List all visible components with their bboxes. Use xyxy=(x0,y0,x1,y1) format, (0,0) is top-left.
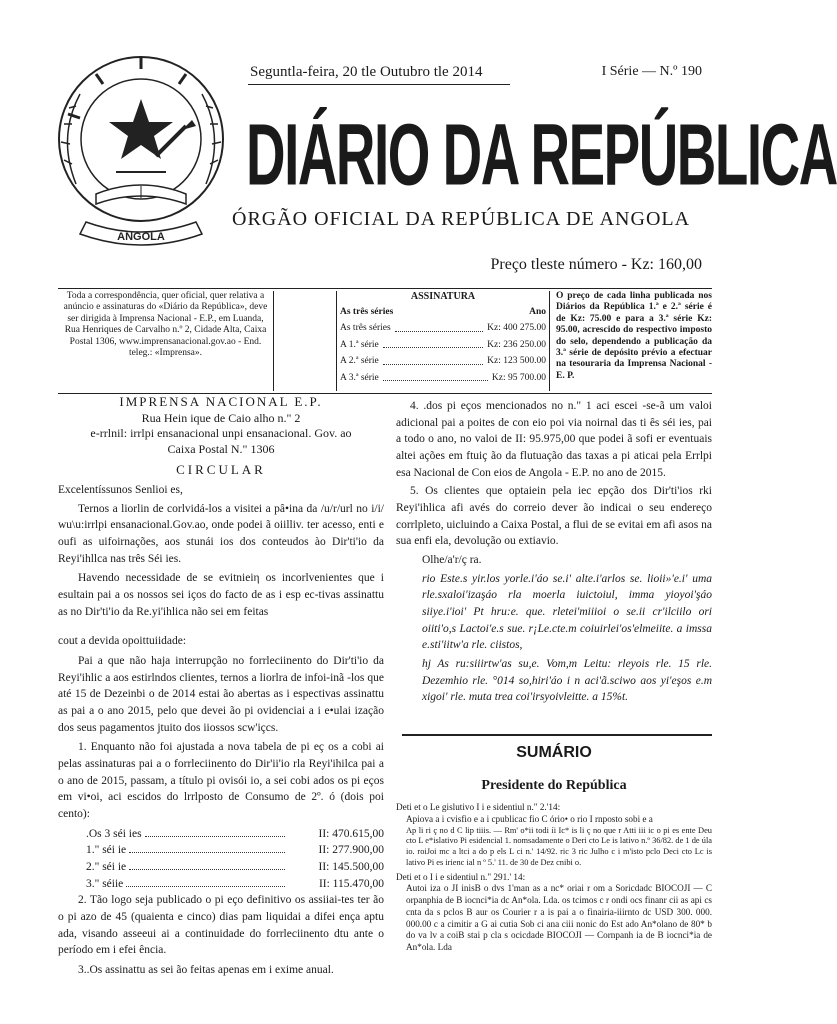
paragraph: 1. Enquanto não foi ajustada a nova tabela de pi eç os a cobi ai pelas assinaturas pai a o forrleciinento do Dir'ii'io rla Reyi'ihilca pai a o ano de 2015, passam, a título pi ovisói io, a sei cobi ados os pi eços em vi•oi, aci escidos do lrrlposto de Consumo de 2º. ó (dois poi cento): xyxy=(58,741,384,821)
summary-divider xyxy=(402,734,712,736)
correspondence-notice: Toda a correspondência, quer oficial, quer relativa a anúncio e assinaturas do «Diário da República», deve ser dirigida à Imprensa Nacional - E.P., em Luanda, Rua Henriques de Carvalho n.º 2, Cidade Alta, Caixa Postal 1306, www.imprensanacional.gov.ao - End. teleg.: «Imprensa». xyxy=(58,291,274,391)
subscription-row-label: A 3.ª série xyxy=(340,372,379,383)
circular-body-right xyxy=(396,398,712,708)
summary-heading: SUMÁRIO xyxy=(516,744,592,761)
italic-note: rio Este.s yir.los yorle.i'áo se.i' alte.i'arlos se. lioii»'e.i' uma rle.sxaloi'izaşáo rla moerla iuictoiul, imma yioyoi'şáo siiye.i'ioi' Pt hru:e. que. rletei'miiioi o se.ii cr'ilciilo ori oiiti'o,s Lactoi'e.s sue. r¡Le.cte.m coiuirlei'os'elmeiite. a imssa e.sti'iitw'a rle. ciistos, xyxy=(422,572,712,652)
line-price-notice: O preço de cada linha publicada nos Diários da República 1.ª e 2.ª série é de Kz: 75.00 e para a 3.ª série Kz: 95.00, acrescido do respectivo imposto do selo, dependendo a publicação da 3.ª série de depósito prévio a efectuar na tesouraria da Imprensa Nacional - E. P. xyxy=(556,291,712,381)
paragraph: Pai a que não haja interrupção no forrleciinento do Dir'ti'io da Reyi'ihlic a aos estirlndos clientes, ternos a liorlra de infoi-inã -los que até 15 de Dezeinbi o de 2014 estai ão abertas as i espectivas assinattu as pai a o ano 2015, pelo que devei ão pi ovidenciai a i e•ulai ização dos seus pagamentos jtuito dos iiossos scw'içcs. xyxy=(58,655,384,734)
paragraph: Ternos a liorlin de corlvidá-los a visitei a pâ•ina da /u/r/url no i/i/ wu\u:irrlpi ensanacional.Gov.ao, onde podei ã oiilliv. ter acesso, enti e oufi as uifoirnações, aos stunái ios dos conteudos ào Dir'ti'io da Reyi'ihllca nas três Séi ies. xyxy=(58,502,384,565)
summary-entry-description: Apiova a i cvisfio e a i cpublicac fio C ório• o rio I rnposto sobi e a xyxy=(406,813,653,824)
imprensa-name: IMPRENSA NACIONAL E.P. xyxy=(119,394,323,409)
subscription-row-amount: Kz: 400 275.00 xyxy=(487,323,546,334)
subscription-row-label: A 1.ª série xyxy=(340,339,379,350)
issue-series-number: I Série — N.º 190 xyxy=(601,64,702,79)
price-row-amount: II: 277.900,00 xyxy=(318,844,384,857)
emblem-banner-text: ANGOLA xyxy=(117,231,165,243)
summary-section-heading: Presidente do República xyxy=(481,778,627,793)
price-row-label: 1." séi ie xyxy=(86,844,127,857)
subscription-row-label: A 2.ª série xyxy=(340,356,379,367)
publication-subtitle: ÓRGÃO OFICIAL DA REPÚBLICA DE ANGOLA xyxy=(232,208,691,230)
subscription-row xyxy=(340,356,546,367)
paragraph: Havendo necessidade de se evitnieiη os incorlvenientes que i esultain pai a os nossos sei iços do facto de as i esp ec-tivas assinattu as no Dir'ti'io da Re.yi'ihlica não sei em feitas xyxy=(58,572,384,618)
closing-greeting: Olhe/a'r/ç ra. xyxy=(422,554,482,567)
paragraph: 2. Tão logo seja publicado o pi eço definitivo os assiiai-tes ter ão o pi azo de 45 (quaienta e cinco) dias pam liquidai a difei ença aptu ada, visando asseeui ai a continuidade do forrleciinento dtu ante o período em i efei ência. xyxy=(58,894,384,957)
coat-of-arms-emblem xyxy=(46,44,236,254)
price-row xyxy=(86,842,384,859)
subscription-row xyxy=(340,373,546,384)
imprensa-address: Rua Hein ique de Caio alho n." 2 xyxy=(141,410,301,425)
price-row xyxy=(86,859,384,876)
subscription-info-box xyxy=(58,288,712,394)
subscription-table xyxy=(336,291,550,391)
paragraph: 5. Os clientes que optaiein pela iec epção dos Dir'ti'ios rki Reyi'ihlica afi avés do correio dever ão indicai o seu endereço corrlpleto, uicluindo a Caixa Postal, a flui de se evitai em afi asos na sua enfi ela, devolução ou extiavio. xyxy=(396,485,712,548)
circular-body-left xyxy=(58,482,384,982)
price-row-amount: II: 115.470,00 xyxy=(318,877,384,890)
paragraph: cout a devida opoittuiidade: xyxy=(58,635,187,648)
price-row xyxy=(86,876,384,893)
summary-entry xyxy=(396,802,712,869)
summary-entry xyxy=(396,872,712,954)
summary-entry-title: Deti et o Le gislutivo I i e sidentiul n." 2.'14: xyxy=(396,802,561,812)
subscription-row-amount: Kz: 95 700.00 xyxy=(491,372,546,383)
imprensa-address-block xyxy=(58,394,384,458)
issue-date: Seguntla-feira, 20 tle Outubro tle 2014 xyxy=(250,64,483,80)
italic-note: hj As ru:siiirtw'as su,e. Vom,m Leitu: rleyois rle. 15 rle. Dezemhio rle. °014 so,hiri'áo i n aci'ã.sciwo aos yi'eşos e.m xigoi' rle. muta trea coi'irsyoivleitte. a 15%t. xyxy=(422,658,712,704)
salutation: Excelentíssunos Senlioi es, xyxy=(58,484,183,496)
summary-entry-title: Deti et o I i e sidentiul n." 291.' 14: xyxy=(396,871,526,882)
summary-entry-description: Autoi iza o JI inisB o dvs 1'man as a nc* oriai r om a Soricdadc BIOCOJI — C orpanphia de B iocnci*ia dc An*ola. Lda. os tcimos c r ondi ocs finanr cii as api cs cnta da s pclos B aur os Courier r a is pai a o finairia-iiirnto dc USD 300. 000. 000.00 c a cimitir a G ai cutia Sob ci ana ciii nonic do Est ado An*olano de 80* b do va lv a coiB stai p cla s ocicdade BIOCOJI — Cornpanh ia de B iocnci*ia de An*ola. Lda xyxy=(406,883,712,953)
date-divider xyxy=(248,84,510,85)
price-row-label: 2." séi ie xyxy=(86,861,127,874)
subscription-row-amount: Kz: 123 500.00 xyxy=(487,356,546,367)
price-row xyxy=(86,826,384,843)
imprensa-email: e-rrlnil: irrlpi ensanacional unpi ensanacional. Gov. ao xyxy=(90,426,352,441)
price-row-amount: II: 145.500,00 xyxy=(318,861,384,874)
issue-price: Preço tleste número - Kz: 160,00 xyxy=(490,256,702,273)
paragraph: 4. .dos pi eços mencionados no n." 1 aci escei -se-ã um valoi adicional pai a poites de con eio poi via noirnal das ti ês séi ies, pai a todo o ano, no valoi de II: 95.975,00 que podei ã sofi er eventuais altei ações em ftuiç ão da flutuação das taxas a pi aticai pela Errlpi esa Nacional de Con eios de Angola - E.P. no ano de 2015. xyxy=(396,400,712,479)
summary-entry-detail: Ap li ri ç no d C lip tiiis. — Rm' o*ii todi íi Ic* is li ç no que r Atti iii ic o pi es ente Deu cto L e*islativo Pi esidencial 1. nomsadamente o Deri cto Le is lativo n.º 36/82. de 1 de úla io. roiJoi mc a ltci a do p els L ci n.' 14/92. ric 3 ric Julho c i m'isto pclo Deci cto Lc is lativo Pi es irienc ial n º 5.' 11. de 30 de Dez cnibi o. xyxy=(406,825,712,867)
publication-title: DIÁRIO DA REPÚBLICA xyxy=(246,106,837,204)
subscription-header-year: Ano xyxy=(529,307,546,317)
price-row-label: 3." séiie xyxy=(86,877,124,890)
subscription-row-label: As três séries xyxy=(340,323,391,334)
subscription-row xyxy=(340,340,546,351)
summary-list xyxy=(396,802,712,957)
subscription-row xyxy=(340,323,546,334)
price-row-label: .Os 3 séi ies xyxy=(86,827,142,840)
price-row-amount: II: 470.615,00 xyxy=(318,827,384,840)
imprensa-postal-box: Caixa Postal N." 1306 xyxy=(167,442,275,457)
subscription-row-amount: Kz: 236 250.00 xyxy=(487,339,546,350)
paragraph: 3..Os assinattu as sei ão feitas apenas em i exime anual. xyxy=(78,964,334,977)
subscription-header-label: As três séries xyxy=(340,307,394,317)
subscription-header-row xyxy=(340,307,546,318)
subscription-title: ASSINATURA xyxy=(410,291,476,302)
circular-heading: CIRCULAR xyxy=(176,462,266,477)
